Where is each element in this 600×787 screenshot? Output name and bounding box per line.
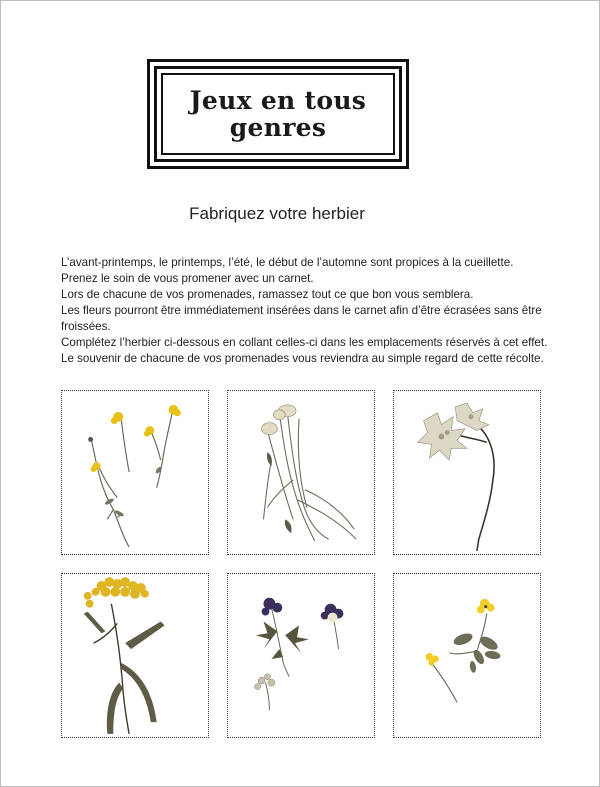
intro-paragraph: L’avant-printemps, le printemps, l’été, le début de l’automne sont propices à la cueillette. (61, 256, 514, 269)
title-frame-core (161, 73, 395, 155)
pansy-flowers-icon (394, 574, 540, 737)
specimen-slot (61, 390, 209, 555)
specimen-slot (227, 573, 375, 738)
specimen-slot (393, 573, 541, 738)
section-subtitle: Fabriquez votre herbier (189, 204, 365, 223)
edelweiss-flower-icon (394, 391, 540, 554)
intro-paragraph: Le souvenir de chacune de vos promenades vous reviendra au simple regard de cette récolte. (61, 352, 544, 365)
specimen-slot (227, 390, 375, 555)
violet-flowers-icon (228, 574, 374, 737)
intro-paragraph: Complétez l’herbier ci-dessous en collant celles-ci dans les emplacements réservés à cet effet. (61, 336, 548, 349)
page-title-line-1: Jeux en tous (189, 86, 367, 115)
buttercup-flowers-icon (62, 391, 208, 554)
title-frame (147, 59, 409, 169)
specimen-slot (393, 390, 541, 555)
yarrow-flower-icon (62, 574, 208, 737)
specimen-slot (61, 573, 209, 738)
grass-flowers-icon (228, 391, 374, 554)
page-title (190, 87, 366, 141)
intro-text (61, 255, 551, 367)
intro-paragraph: Lors de chacune de vos promenades, ramassez tout ce que bon vous semblera. (61, 288, 474, 301)
page-title-line-2: genres (229, 113, 327, 142)
intro-paragraph: Les fleurs pourront être immédiatement insérées dans le carnet afin d’être écrasées sans être froissées. (61, 304, 542, 333)
intro-paragraph: Prenez le soin de vous promener avec un carnet. (61, 272, 314, 285)
